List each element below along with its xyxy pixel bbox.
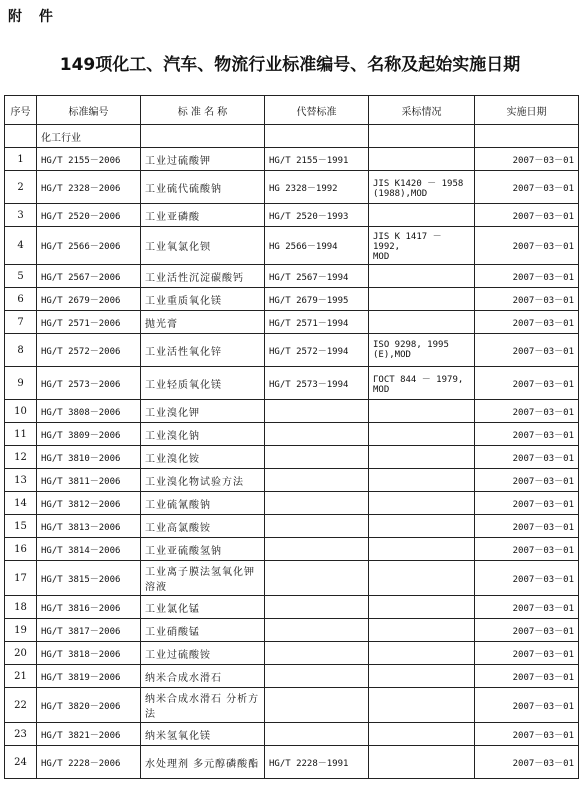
effective-date: 2007－03－01 <box>475 492 579 515</box>
replaced-standard: HG/T 2520－1993 <box>265 204 369 227</box>
effective-date: 2007－03－01 <box>475 334 579 367</box>
standard-code: HG/T 2566－2006 <box>37 227 141 265</box>
effective-date: 2007－03－01 <box>475 265 579 288</box>
table-row <box>5 538 579 561</box>
standard-name: 工业氧氯化钡 <box>141 227 265 265</box>
replaced-standard <box>265 469 369 492</box>
effective-date: 2007－03－01 <box>475 148 579 171</box>
adoption-status <box>369 561 475 596</box>
col-header-name: 标 准 名 称 <box>141 96 265 125</box>
standard-code: HG/T 3819－2006 <box>37 665 141 688</box>
replaced-standard: HG/T 2571－1994 <box>265 311 369 334</box>
row-number: 22 <box>5 688 37 723</box>
replaced-standard: HG/T 2572－1994 <box>265 334 369 367</box>
replaced-standard: HG 2566－1994 <box>265 227 369 265</box>
adoption-status <box>369 746 475 779</box>
standard-code: HG/T 3818－2006 <box>37 642 141 665</box>
standard-code: HG/T 3812－2006 <box>37 492 141 515</box>
attachment-label: 附 件 <box>8 9 59 25</box>
standard-code: HG/T 3813－2006 <box>37 515 141 538</box>
table-row <box>5 469 579 492</box>
effective-date: 2007－03－01 <box>475 746 579 779</box>
row-number: 3 <box>5 204 37 227</box>
standard-code: HG/T 3808－2006 <box>37 400 141 423</box>
standard-code: HG/T 2328－2006 <box>37 171 141 204</box>
adoption-status <box>369 400 475 423</box>
effective-date: 2007－03－01 <box>475 400 579 423</box>
effective-date: 2007－03－01 <box>475 619 579 642</box>
adoption-status: JIS K1420 － 1958 (1988),MOD <box>369 171 475 204</box>
adoption-status <box>369 492 475 515</box>
table-row <box>5 400 579 423</box>
table-row <box>5 288 579 311</box>
table-row <box>5 492 579 515</box>
table-row <box>5 446 579 469</box>
replaced-standard <box>265 400 369 423</box>
standard-code: HG/T 3809－2006 <box>37 423 141 446</box>
table-row <box>5 367 579 400</box>
standard-name: 工业硫代硫酸钠 <box>141 171 265 204</box>
effective-date: 2007－03－01 <box>475 367 579 400</box>
replaced-standard: HG/T 2567－1994 <box>265 265 369 288</box>
standard-code: HG/T 2571－2006 <box>37 311 141 334</box>
replaced-standard <box>265 561 369 596</box>
effective-date: 2007－03－01 <box>475 515 579 538</box>
effective-date: 2007－03－01 <box>475 596 579 619</box>
standard-name: 水处理剂 多元醇磷酸酯 <box>141 746 265 779</box>
table-row <box>5 227 579 265</box>
adoption-status <box>369 265 475 288</box>
standard-code: HG/T 3811－2006 <box>37 469 141 492</box>
col-header-no: 序号 <box>5 96 37 125</box>
row-number: 13 <box>5 469 37 492</box>
replaced-standard <box>265 688 369 723</box>
standard-name: 工业过硫酸铵 <box>141 642 265 665</box>
replaced-standard <box>265 642 369 665</box>
adoption-status: ГОСТ 844 － 1979, MOD <box>369 367 475 400</box>
standard-name: 工业硝酸锰 <box>141 619 265 642</box>
standard-name: 工业轻质氧化镁 <box>141 367 265 400</box>
table-row <box>5 596 579 619</box>
table-row <box>5 334 579 367</box>
adoption-status <box>369 538 475 561</box>
effective-date: 2007－03－01 <box>475 665 579 688</box>
effective-date: 2007－03－01 <box>475 688 579 723</box>
row-number: 12 <box>5 446 37 469</box>
replaced-standard: HG/T 2155－1991 <box>265 148 369 171</box>
adoption-status <box>369 596 475 619</box>
table-row <box>5 265 579 288</box>
row-number: 14 <box>5 492 37 515</box>
standard-name: 工业硫氰酸钠 <box>141 492 265 515</box>
row-number: 11 <box>5 423 37 446</box>
row-number: 24 <box>5 746 37 779</box>
adoption-status: JIS K 1417 － 1992, MOD <box>369 227 475 265</box>
group-row <box>5 125 579 148</box>
adoption-status <box>369 688 475 723</box>
replaced-standard <box>265 515 369 538</box>
standard-name: 工业重质氧化镁 <box>141 288 265 311</box>
standard-name: 纳米合成水滑石 <box>141 665 265 688</box>
row-number: 23 <box>5 723 37 746</box>
group-label: 化工行业 <box>37 125 141 148</box>
row-number: 6 <box>5 288 37 311</box>
row-number: 4 <box>5 227 37 265</box>
replaced-standard <box>265 538 369 561</box>
standard-name: 工业氯化锰 <box>141 596 265 619</box>
effective-date: 2007－03－01 <box>475 288 579 311</box>
effective-date: 2007－03－01 <box>475 642 579 665</box>
table-row <box>5 642 579 665</box>
adoption-status <box>369 204 475 227</box>
row-number: 10 <box>5 400 37 423</box>
standard-name: 工业亚磷酸 <box>141 204 265 227</box>
row-number: 16 <box>5 538 37 561</box>
replaced-standard: HG/T 2679－1995 <box>265 288 369 311</box>
replaced-standard <box>265 723 369 746</box>
standard-code: HG/T 2155－2006 <box>37 148 141 171</box>
row-number: 8 <box>5 334 37 367</box>
effective-date: 2007－03－01 <box>475 446 579 469</box>
adoption-status <box>369 469 475 492</box>
standard-name: 工业高氯酸铵 <box>141 515 265 538</box>
table-row <box>5 723 579 746</box>
effective-date: 2007－03－01 <box>475 561 579 596</box>
col-header-code: 标准编号 <box>37 96 141 125</box>
adoption-status <box>369 311 475 334</box>
standard-name: 工业溴化钠 <box>141 423 265 446</box>
col-header-date: 实施日期 <box>475 96 579 125</box>
standard-name: 工业离子膜法氢氧化钾溶液 <box>141 561 265 596</box>
standard-name: 工业溴化铵 <box>141 446 265 469</box>
replaced-standard: HG 2328－1992 <box>265 171 369 204</box>
replaced-standard <box>265 596 369 619</box>
standard-name: 工业过硫酸钾 <box>141 148 265 171</box>
replaced-standard <box>265 619 369 642</box>
row-number: 9 <box>5 367 37 400</box>
standard-code: HG/T 3817－2006 <box>37 619 141 642</box>
standard-code: HG/T 3820－2006 <box>37 688 141 723</box>
row-number: 17 <box>5 561 37 596</box>
table-header-row <box>5 96 579 125</box>
row-number: 15 <box>5 515 37 538</box>
standard-code: HG/T 2573－2006 <box>37 367 141 400</box>
row-number: 18 <box>5 596 37 619</box>
effective-date: 2007－03－01 <box>475 204 579 227</box>
effective-date: 2007－03－01 <box>475 469 579 492</box>
table-row <box>5 561 579 596</box>
standard-code: HG/T 3810－2006 <box>37 446 141 469</box>
table-row <box>5 515 579 538</box>
standards-table <box>4 95 579 779</box>
standard-code: HG/T 2567－2006 <box>37 265 141 288</box>
adoption-status <box>369 423 475 446</box>
standard-name: 纳米合成水滑石 分析方法 <box>141 688 265 723</box>
replaced-standard <box>265 423 369 446</box>
standard-code: HG/T 3815－2006 <box>37 561 141 596</box>
replaced-standard <box>265 665 369 688</box>
standard-name: 工业活性氧化锌 <box>141 334 265 367</box>
table-row <box>5 688 579 723</box>
effective-date: 2007－03－01 <box>475 227 579 265</box>
row-number: 5 <box>5 265 37 288</box>
adoption-status <box>369 723 475 746</box>
adoption-status <box>369 515 475 538</box>
standard-name: 工业活性沉淀碳酸钙 <box>141 265 265 288</box>
document-title: 149项化工、汽车、物流行业标准编号、名称及起始实施日期 <box>59 55 521 75</box>
row-number: 19 <box>5 619 37 642</box>
row-number: 1 <box>5 148 37 171</box>
adoption-status <box>369 619 475 642</box>
row-number: 21 <box>5 665 37 688</box>
standard-name: 抛光膏 <box>141 311 265 334</box>
replaced-standard: HG/T 2228－1991 <box>265 746 369 779</box>
standard-code: HG/T 3816－2006 <box>37 596 141 619</box>
col-header-adoption: 采标情况 <box>369 96 475 125</box>
table-row <box>5 423 579 446</box>
standard-code: HG/T 2228－2006 <box>37 746 141 779</box>
row-number: 2 <box>5 171 37 204</box>
standard-name: 工业溴化物试验方法 <box>141 469 265 492</box>
adoption-status <box>369 148 475 171</box>
standard-code: HG/T 3821－2006 <box>37 723 141 746</box>
adoption-status <box>369 288 475 311</box>
replaced-standard: HG/T 2573－1994 <box>265 367 369 400</box>
effective-date: 2007－03－01 <box>475 723 579 746</box>
standard-code: HG/T 2679－2006 <box>37 288 141 311</box>
table-row <box>5 746 579 779</box>
standard-code: HG/T 2572－2006 <box>37 334 141 367</box>
table-row <box>5 619 579 642</box>
standard-name: 纳米氢氧化镁 <box>141 723 265 746</box>
col-header-replaced: 代替标准 <box>265 96 369 125</box>
replaced-standard <box>265 492 369 515</box>
row-number: 20 <box>5 642 37 665</box>
row-number: 7 <box>5 311 37 334</box>
adoption-status <box>369 665 475 688</box>
standard-code: HG/T 3814－2006 <box>37 538 141 561</box>
table-row <box>5 148 579 171</box>
adoption-status <box>369 642 475 665</box>
standard-name: 工业溴化钾 <box>141 400 265 423</box>
standard-code: HG/T 2520－2006 <box>37 204 141 227</box>
table-row <box>5 311 579 334</box>
effective-date: 2007－03－01 <box>475 538 579 561</box>
table-row <box>5 204 579 227</box>
table-row <box>5 665 579 688</box>
effective-date: 2007－03－01 <box>475 171 579 204</box>
adoption-status <box>369 446 475 469</box>
effective-date: 2007－03－01 <box>475 423 579 446</box>
effective-date: 2007－03－01 <box>475 311 579 334</box>
table-row <box>5 171 579 204</box>
replaced-standard <box>265 446 369 469</box>
standard-name: 工业亚硫酸氢钠 <box>141 538 265 561</box>
adoption-status: ISO 9298, 1995 (E),MOD <box>369 334 475 367</box>
